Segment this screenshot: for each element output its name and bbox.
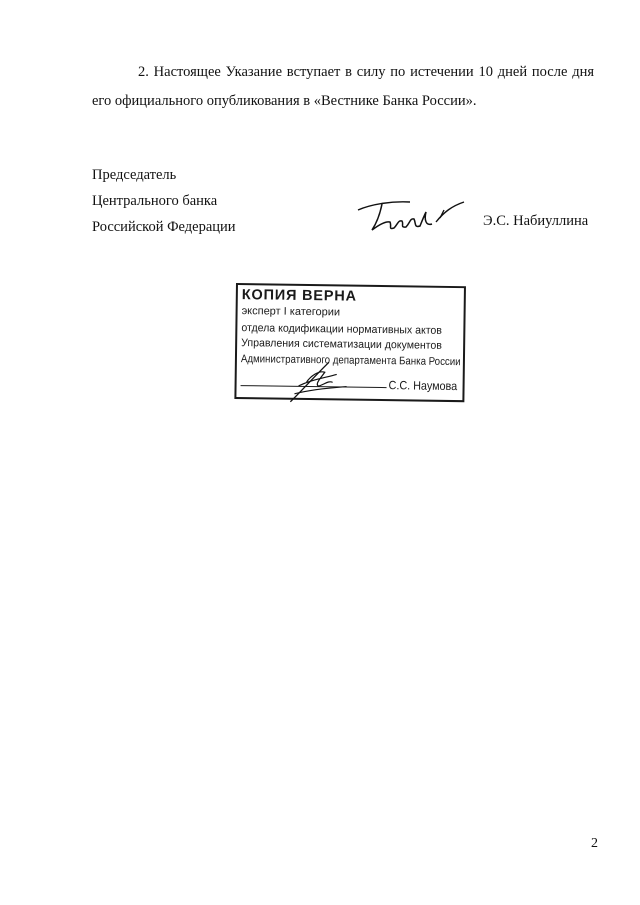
position-line: Председатель [92,167,177,183]
stamp-line: эксперт I категории [241,305,341,319]
signatory-position [92,162,236,240]
certified-copy-stamp [234,283,466,402]
position-line: Российской Федерации [92,219,236,235]
stamp-signature-icon [284,356,355,407]
page-number: 2 [591,836,598,851]
stamp-line: Управления систематизации документов [241,337,443,352]
stamp-signer-name: С.С. Наумова [388,378,458,394]
stamp-title: КОПИЯ ВЕРНА [241,287,357,305]
position-line: Центрального банка [92,193,218,209]
paragraph-effective-date: 2. Настоящее Указание вступает в силу по истечении 10 дней после дня его официального опубликования в «Вестнике Банка России». [92,64,594,109]
stamp-line: Административного департамента Банка России [240,353,461,369]
handwritten-signature-icon [352,188,472,240]
stamp-line: отдела кодификации нормативных актов [241,322,443,337]
signatory-name: Э.С. Набиуллина [483,213,589,229]
